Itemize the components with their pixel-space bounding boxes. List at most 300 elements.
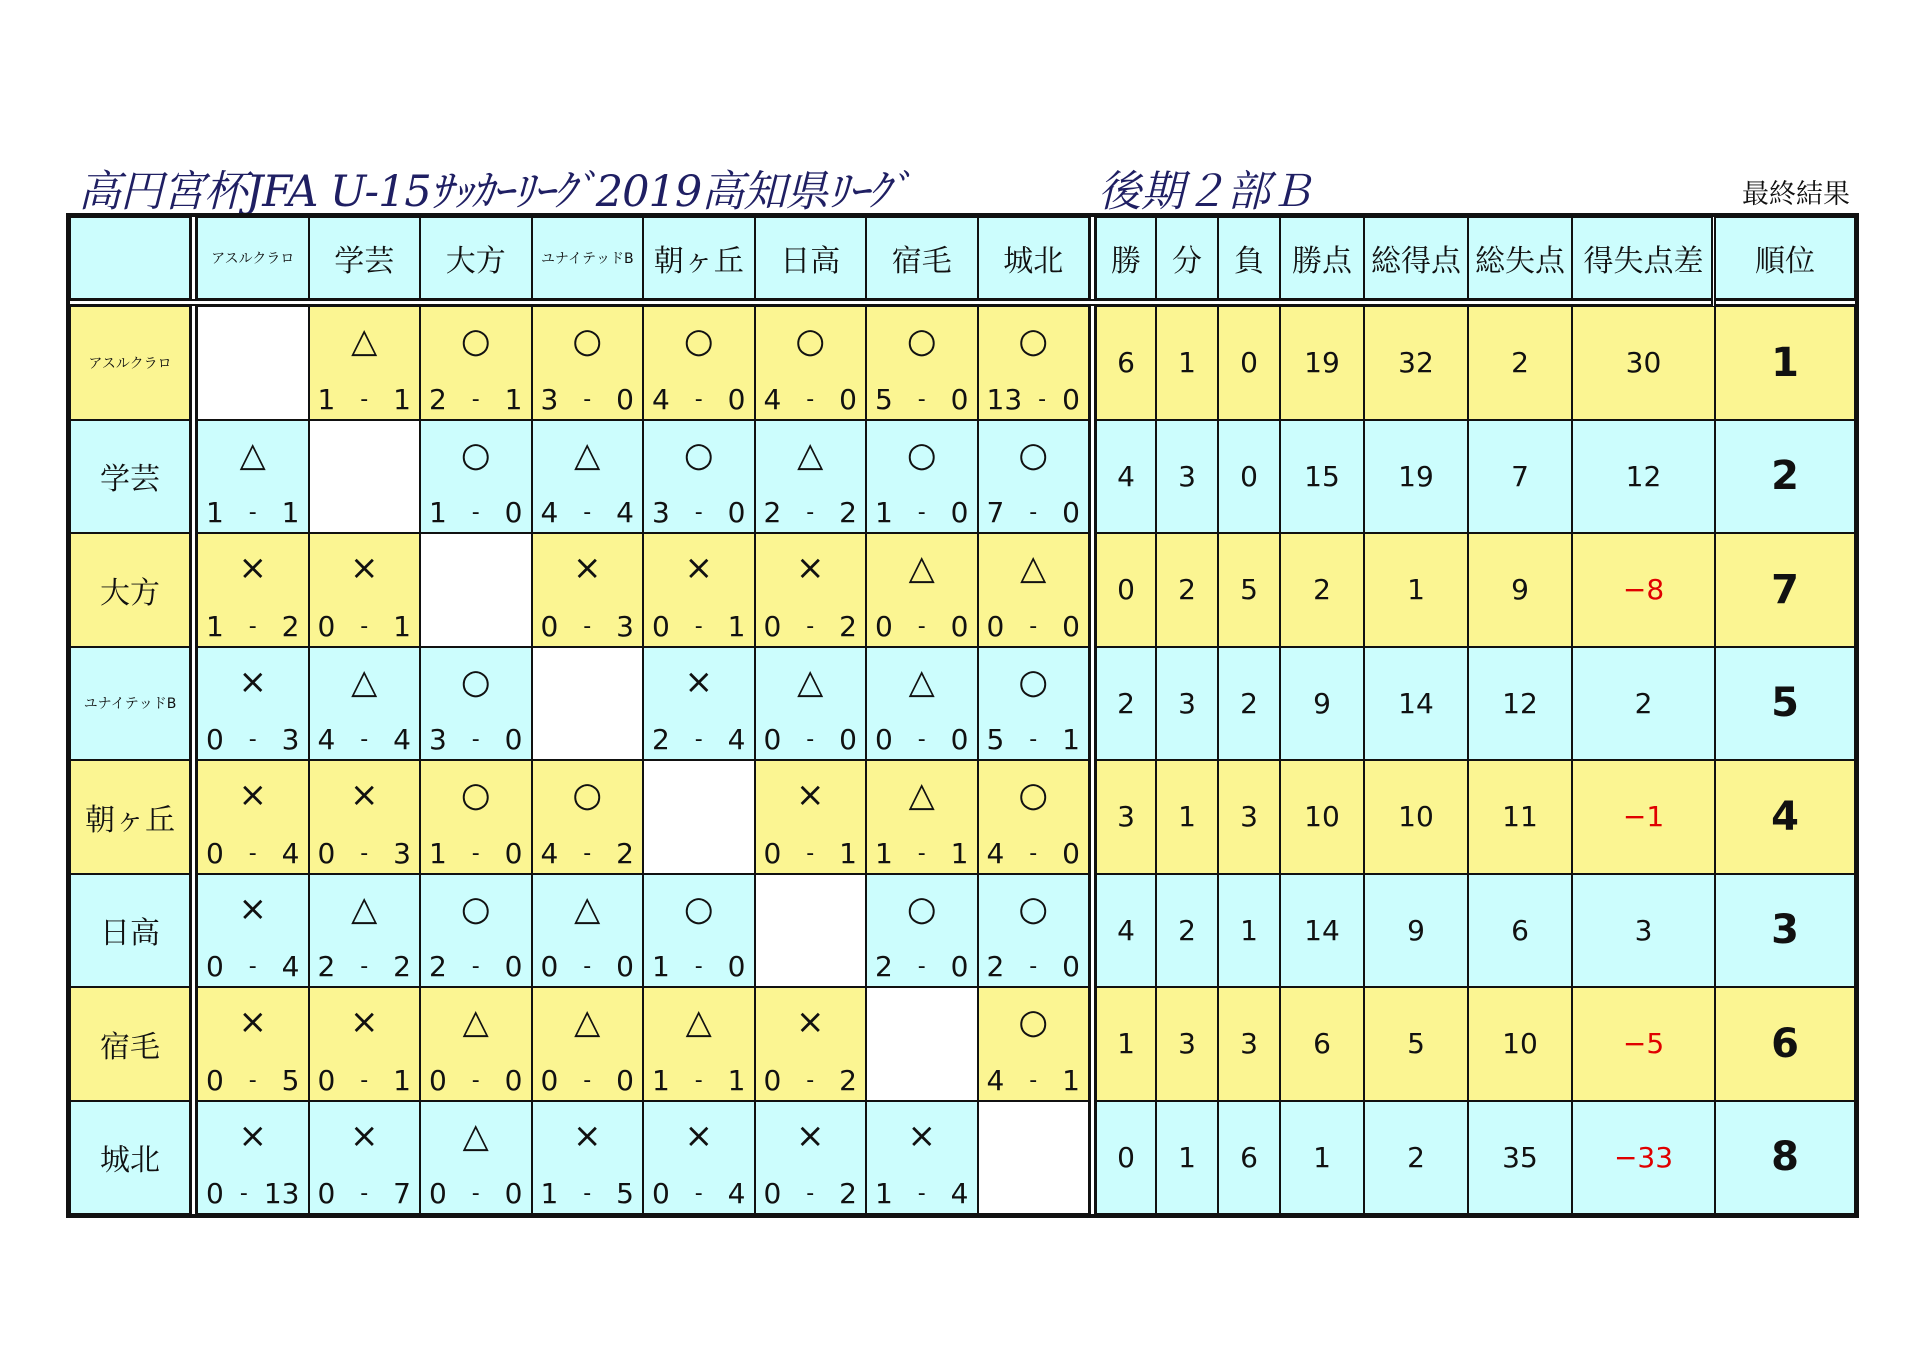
result-symbol: × (684, 548, 713, 588)
match-result-cell (643, 1101, 755, 1215)
score-against: 1 (393, 382, 411, 416)
score-against: 3 (281, 723, 300, 756)
match-result-cell (643, 533, 755, 647)
stat-cell: 2 (1364, 1101, 1468, 1215)
result-symbol: ○ (460, 661, 491, 702)
match-result-cell (643, 420, 755, 534)
match-result-cell (532, 987, 644, 1101)
score-against: 13 (263, 1177, 300, 1210)
score-for: 1 (540, 1177, 559, 1210)
score-dash: - (806, 386, 815, 412)
stat-cell: 9 (1364, 874, 1468, 988)
score-dash: - (471, 727, 480, 752)
match-result-cell (420, 420, 532, 534)
match-result-cell (309, 306, 421, 420)
match-score (198, 1064, 308, 1098)
row-team-name: 城北 (70, 1101, 190, 1215)
result-symbol: ○ (1018, 434, 1049, 475)
match-score (421, 950, 531, 984)
result-symbol: △ (351, 888, 378, 929)
result-symbol: ○ (683, 434, 714, 475)
stat-cell: 3 (1096, 760, 1156, 874)
row-team-name: 朝ヶ丘 (70, 760, 190, 874)
score-dash: - (806, 840, 815, 866)
match-score (310, 1064, 420, 1098)
match-score (310, 723, 420, 757)
match-result-cell (978, 760, 1090, 874)
match-result-cell (532, 420, 644, 534)
score-dash: - (917, 840, 926, 866)
score-dash: - (694, 954, 703, 979)
score-for: 7 (986, 496, 1005, 529)
result-symbol: ○ (460, 888, 491, 929)
score-for: 2 (317, 950, 336, 983)
score-dash: - (360, 727, 369, 752)
match-score (979, 383, 1089, 417)
match-result-cell (197, 874, 309, 988)
rank-cell: 8 (1715, 1101, 1855, 1215)
match-score (533, 950, 643, 984)
stat-cell: 2 (1096, 647, 1156, 761)
column-divider (190, 217, 197, 1214)
result-symbol: △ (239, 434, 266, 475)
score-dash: - (248, 500, 257, 525)
match-score (198, 723, 308, 757)
match-result-cell (197, 420, 309, 534)
score-against: 2 (839, 609, 857, 643)
score-against: 0 (504, 836, 523, 870)
score-for: 0 (540, 1063, 559, 1097)
score-against: 0 (616, 950, 634, 983)
result-symbol: × (796, 548, 825, 588)
match-score (979, 1064, 1089, 1098)
rank-cell: 3 (1715, 874, 1855, 988)
score-dash: - (583, 1067, 592, 1093)
self-match-cell (643, 760, 755, 874)
stat-cell: 2 (1280, 533, 1364, 647)
score-against: 1 (281, 496, 300, 529)
score-for: 0 (206, 723, 224, 756)
result-symbol: × (796, 1002, 825, 1042)
score-dash: - (917, 727, 926, 752)
self-match-cell (866, 987, 978, 1101)
stat-cell: 30 (1572, 306, 1715, 420)
score-against: 4 (393, 723, 411, 756)
col-header-stat: 分 (1156, 217, 1218, 299)
match-result-cell (420, 306, 532, 420)
score-dash: - (917, 1181, 926, 1206)
score-for: 0 (763, 1063, 782, 1097)
match-score (533, 610, 643, 644)
match-result-cell (532, 1101, 644, 1215)
match-result-cell (197, 647, 309, 761)
stat-cell: 2 (1468, 306, 1572, 420)
match-score (421, 1177, 531, 1211)
score-against: 0 (504, 1063, 523, 1097)
score-dash: - (583, 1181, 592, 1206)
match-score (867, 837, 977, 871)
score-dash: - (471, 840, 480, 866)
score-for: 0 (875, 609, 893, 643)
result-symbol: × (350, 775, 379, 815)
score-dash: - (360, 386, 369, 412)
match-result-cell (420, 760, 532, 874)
stat-cell: 1 (1156, 306, 1218, 420)
score-for: 0 (986, 609, 1005, 643)
score-against: 0 (1062, 836, 1080, 870)
match-result-cell (532, 533, 644, 647)
result-symbol: △ (797, 661, 824, 702)
score-for: 2 (986, 950, 1005, 983)
result-symbol: × (684, 661, 713, 702)
stat-cell: 19 (1364, 420, 1468, 534)
score-for: 1 (206, 609, 224, 643)
score-for: 5 (986, 723, 1005, 756)
stat-cell: 1 (1218, 874, 1280, 988)
stat-cell: 10 (1280, 760, 1364, 874)
score-for: 0 (540, 950, 559, 983)
rank-cell: 1 (1715, 306, 1855, 420)
result-symbol: △ (797, 434, 824, 475)
match-score (644, 723, 754, 757)
col-header-team: アスルクラロ (197, 217, 309, 299)
match-result-cell (978, 874, 1090, 988)
score-dash: - (583, 500, 592, 525)
score-against: 0 (1062, 382, 1080, 416)
self-match-cell (197, 306, 309, 420)
score-against: 0 (727, 382, 746, 416)
stat-cell: 6 (1280, 987, 1364, 1101)
score-against: 2 (281, 609, 300, 643)
result-symbol: ○ (1018, 888, 1049, 929)
match-result-cell (755, 533, 867, 647)
match-result-cell (532, 306, 644, 420)
score-dash: - (360, 613, 369, 639)
stat-cell: 2 (1572, 647, 1715, 761)
match-result-cell (866, 306, 978, 420)
match-score (867, 950, 977, 984)
score-against: 0 (839, 723, 857, 756)
col-header-stat: 負 (1218, 217, 1280, 299)
score-dash: - (248, 840, 257, 866)
score-against: 0 (727, 496, 746, 529)
score-dash: - (583, 386, 592, 412)
stat-cell: 10 (1468, 987, 1572, 1101)
result-symbol: △ (574, 888, 601, 929)
match-score (421, 837, 531, 871)
match-score (979, 610, 1089, 644)
score-for: 0 (317, 1063, 336, 1097)
result-symbol: ○ (1018, 1002, 1049, 1042)
match-score (198, 610, 308, 644)
result-symbol: × (238, 888, 267, 929)
result-symbol: × (238, 1115, 267, 1156)
row-team-name: ユナイテッドB (70, 647, 190, 761)
match-score (198, 837, 308, 871)
match-score (756, 1064, 866, 1098)
score-for: 0 (652, 1177, 670, 1210)
result-symbol: × (796, 775, 825, 815)
status-label: 最終結果 (1742, 179, 1850, 210)
match-score (421, 383, 531, 417)
stat-cell: 2 (1156, 533, 1218, 647)
col-header-stat: 勝 (1096, 217, 1156, 299)
score-for: 1 (317, 382, 336, 416)
match-result-cell (643, 987, 755, 1101)
match-score (533, 1064, 643, 1098)
stat-cell: 4 (1096, 420, 1156, 534)
score-dash: - (248, 954, 257, 979)
result-symbol: ○ (460, 321, 491, 361)
score-dash: - (694, 613, 703, 639)
score-for: 1 (875, 496, 893, 529)
score-dash: - (1029, 954, 1038, 979)
stat-cell: 3 (1156, 420, 1218, 534)
score-dash: - (694, 727, 703, 752)
result-symbol: △ (574, 1002, 601, 1042)
score-for: 0 (429, 1063, 447, 1097)
stat-cell: 12 (1468, 647, 1572, 761)
score-dash: - (248, 1067, 257, 1093)
result-symbol: △ (908, 548, 935, 588)
score-for: 1 (206, 496, 224, 529)
score-for: 2 (429, 382, 447, 416)
self-match-cell (755, 874, 867, 988)
stat-cell: 9 (1468, 533, 1572, 647)
score-against: 2 (839, 1177, 857, 1210)
score-against: 7 (393, 1177, 411, 1210)
match-result-cell (755, 987, 867, 1101)
result-symbol: ○ (1018, 661, 1049, 702)
stat-cell: 3 (1156, 647, 1218, 761)
score-dash: - (471, 500, 480, 525)
score-for: 0 (652, 609, 670, 643)
match-result-cell (420, 1101, 532, 1215)
score-dash: - (694, 1067, 703, 1093)
stat-cell: 0 (1096, 1101, 1156, 1215)
score-against: 2 (839, 496, 857, 529)
standings-table (66, 213, 1859, 1218)
match-result-cell (755, 647, 867, 761)
match-result-cell (978, 647, 1090, 761)
score-for: 0 (317, 609, 336, 643)
match-score (979, 496, 1089, 530)
score-against: 4 (727, 1177, 746, 1210)
score-dash: - (1029, 727, 1038, 752)
match-score (867, 610, 977, 644)
score-dash: - (917, 500, 926, 525)
result-symbol: × (238, 661, 267, 702)
col-header-team: 学芸 (309, 217, 421, 299)
score-against: 0 (950, 609, 969, 643)
result-symbol: × (796, 1115, 825, 1156)
score-against: 1 (727, 609, 746, 643)
score-against: 0 (616, 1063, 634, 1097)
row-team-name: アスルクラロ (70, 306, 190, 420)
match-score (310, 610, 420, 644)
result-symbol: △ (908, 775, 935, 815)
result-symbol: △ (462, 1115, 489, 1156)
stat-cell: 5 (1364, 987, 1468, 1101)
score-dash: - (471, 386, 480, 412)
match-score (421, 723, 531, 757)
match-result-cell (309, 987, 421, 1101)
match-score (756, 723, 866, 757)
result-symbol: × (573, 548, 602, 588)
match-result-cell (197, 533, 309, 647)
score-against: 0 (1062, 609, 1080, 643)
stat-cell: 6 (1096, 306, 1156, 420)
score-against: 2 (616, 836, 634, 870)
score-for: 4 (652, 382, 670, 416)
score-against: 4 (616, 496, 634, 529)
stat-cell: 10 (1364, 760, 1468, 874)
score-for: 4 (986, 836, 1005, 870)
score-for: 2 (429, 950, 447, 983)
result-symbol: ○ (795, 321, 826, 361)
match-score (644, 496, 754, 530)
score-dash: - (360, 954, 369, 979)
score-dash: - (471, 1067, 480, 1093)
score-against: 0 (727, 950, 746, 983)
score-against: 0 (1062, 496, 1080, 529)
score-against: 0 (839, 382, 857, 416)
stat-cell: 0 (1218, 306, 1280, 420)
rank-cell: 6 (1715, 987, 1855, 1101)
match-score (867, 383, 977, 417)
result-symbol: △ (685, 1002, 712, 1042)
result-symbol: ○ (1018, 775, 1049, 815)
score-for: 0 (206, 1063, 224, 1097)
match-result-cell (643, 647, 755, 761)
score-dash: - (1029, 500, 1038, 525)
score-dash: - (360, 840, 369, 866)
score-against: 1 (393, 1063, 411, 1097)
score-against: 0 (950, 496, 969, 529)
result-symbol: × (350, 1115, 379, 1156)
stat-cell: 0 (1218, 420, 1280, 534)
score-for: 2 (652, 723, 670, 756)
result-symbol: △ (574, 434, 601, 475)
score-for: 4 (986, 1063, 1005, 1097)
result-symbol: × (573, 1115, 602, 1156)
rank-cell: 4 (1715, 760, 1855, 874)
stat-cell: 14 (1280, 874, 1364, 988)
self-match-cell (309, 420, 421, 534)
score-dash: - (1029, 1067, 1038, 1093)
result-symbol: × (684, 1115, 713, 1156)
match-result-cell (532, 760, 644, 874)
score-against: 0 (504, 1177, 523, 1210)
match-score (198, 1177, 308, 1211)
stat-cell: 15 (1280, 420, 1364, 534)
match-result-cell (309, 760, 421, 874)
match-result-cell (866, 1101, 978, 1215)
score-dash: - (471, 1181, 480, 1206)
score-for: 1 (652, 1063, 670, 1097)
score-for: 1 (429, 836, 447, 870)
stat-cell: 6 (1218, 1101, 1280, 1215)
score-against: 0 (504, 496, 523, 529)
score-dash: - (917, 386, 926, 412)
match-score (756, 610, 866, 644)
score-against: 0 (950, 950, 969, 983)
match-result-cell (309, 533, 421, 647)
stat-cell: 32 (1364, 306, 1468, 420)
match-score (756, 837, 866, 871)
result-symbol: △ (351, 661, 378, 702)
score-against: 1 (839, 836, 857, 870)
match-score (867, 723, 977, 757)
score-against: 0 (616, 382, 634, 416)
score-dash: - (806, 1181, 815, 1206)
match-result-cell (755, 760, 867, 874)
match-score (198, 950, 308, 984)
score-for: 0 (206, 836, 224, 870)
result-symbol: ○ (906, 321, 937, 361)
score-for: 0 (763, 723, 782, 756)
stat-cell: 1 (1156, 760, 1218, 874)
result-symbol: ○ (683, 321, 714, 361)
score-for: 1 (875, 836, 893, 870)
col-header-team: 城北 (978, 217, 1090, 299)
score-for: 4 (763, 382, 782, 416)
result-symbol: × (238, 548, 267, 588)
score-dash: - (1038, 386, 1047, 412)
stat-cell: 1 (1096, 987, 1156, 1101)
stat-cell: 12 (1572, 420, 1715, 534)
row-team-name: 大方 (70, 533, 190, 647)
match-result-cell (643, 306, 755, 420)
division-label: 後期２部Ｂ (1098, 167, 1313, 217)
score-dash: - (917, 613, 926, 639)
score-for: 2 (875, 950, 893, 983)
score-against: 1 (1062, 1063, 1080, 1097)
match-score (310, 837, 420, 871)
page-title: 高円宮杯JFA U-15ｻｯｶｰﾘｰｸﾞ2019高知県ﾘｰｸﾞ (78, 167, 911, 217)
score-for: 3 (429, 723, 447, 756)
stat-cell: 19 (1280, 306, 1364, 420)
score-against: 1 (393, 609, 411, 643)
match-score (979, 723, 1089, 757)
match-result-cell (532, 874, 644, 988)
stat-cell: 14 (1364, 647, 1468, 761)
score-dash: - (1029, 840, 1038, 866)
score-for: 2 (763, 496, 782, 529)
score-against: 1 (950, 836, 969, 870)
score-against: 5 (281, 1063, 300, 1097)
match-result-cell (866, 760, 978, 874)
result-symbol: △ (908, 661, 935, 702)
col-header-stat: 得失点差 (1572, 217, 1715, 299)
score-dash: - (583, 840, 592, 866)
score-for: 4 (540, 836, 559, 870)
match-score (867, 1177, 977, 1211)
match-result-cell (420, 987, 532, 1101)
score-dash: - (694, 386, 703, 412)
score-dash: - (694, 500, 703, 525)
col-header-team: 大方 (420, 217, 532, 299)
stat-cell: 6 (1468, 874, 1572, 988)
rank-cell: 5 (1715, 647, 1855, 761)
stat-cell: 0 (1096, 533, 1156, 647)
score-against: 2 (839, 1063, 857, 1097)
stat-cell: −33 (1572, 1101, 1715, 1215)
score-against: 1 (504, 382, 523, 416)
result-symbol: ○ (906, 888, 937, 929)
score-against: 4 (281, 836, 300, 870)
score-for: 5 (875, 382, 893, 416)
